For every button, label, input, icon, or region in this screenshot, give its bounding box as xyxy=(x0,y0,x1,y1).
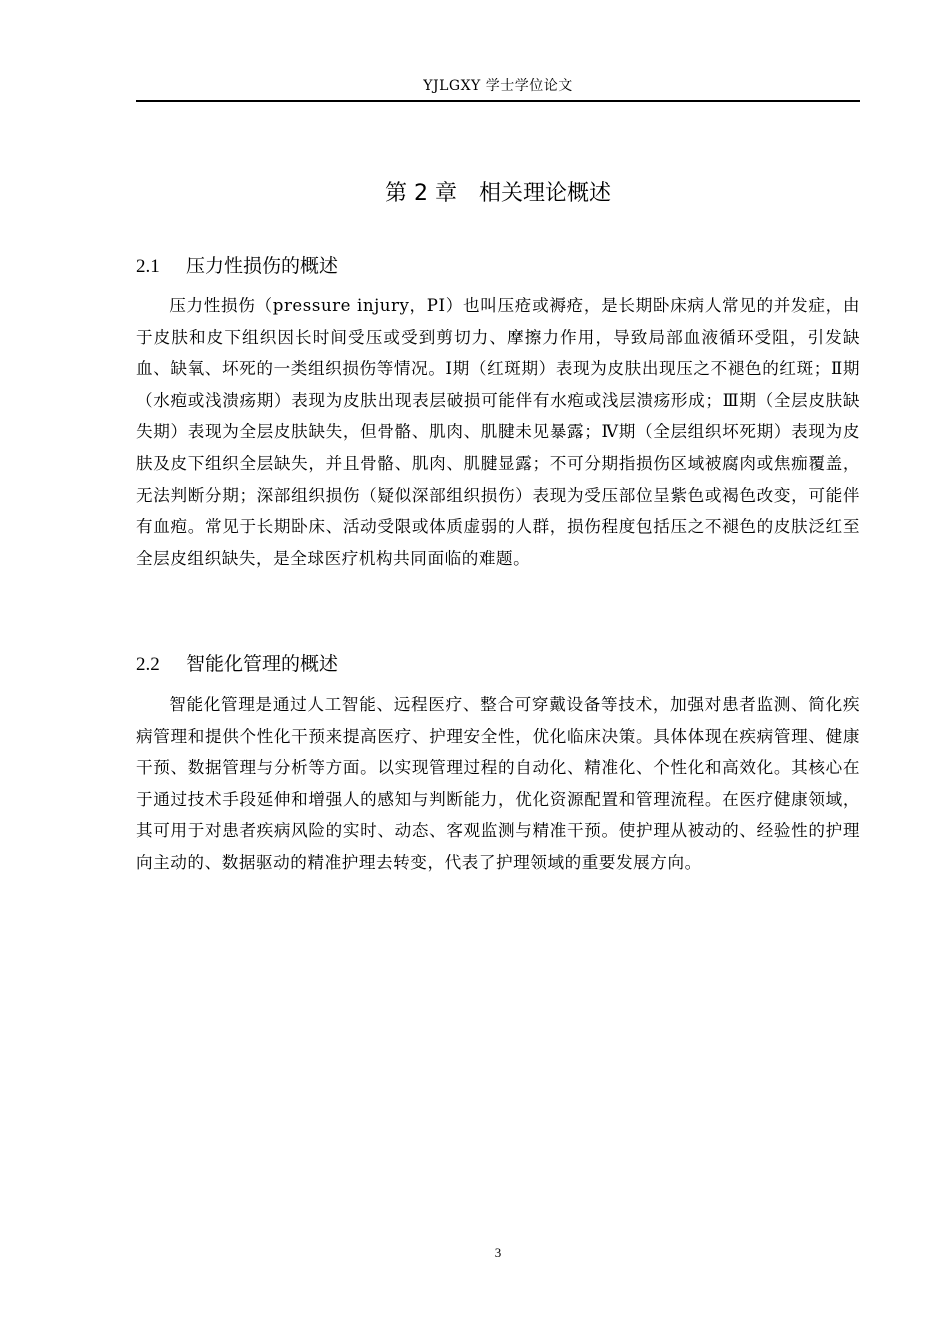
chapter-title: 第 2 章 相关理论概述 xyxy=(385,181,611,206)
section-heading-2-2 xyxy=(136,650,860,679)
section-title: 智能化管理的概述 xyxy=(186,653,339,675)
running-header: YJLGXY 学士学位论文 xyxy=(423,78,573,94)
section-paragraph-2-1: 压力性损伤（pressure injury，PI）也叫压疮或褥疮，是长期卧床病人常见的并发症，由于皮肤和皮下组织因长时间受压或受到剪切力、摩擦力作用，导致局部血液循环受阻，引发缺血、缺氧、坏死的一类组织损伤等情况。Ⅰ期（红斑期）表现为皮肤出现压之不褪色的红斑；Ⅱ期（水疱或浅溃疡期）表现为皮肤出现表层破损可能伴有水疱或浅层溃疡形成；Ⅲ期（全层皮肤缺失期）表现为全层皮肤缺失，但骨骼、肌肉、肌腱未见暴露；Ⅳ期（全层组织坏死期）表现为皮肤及皮下组织全层缺失，并且骨骼、肌肉、肌腱显露；不可分期指损伤区域被腐肉或焦痂覆盖，无法判断分期；深部组织损伤（疑似深部组织损伤）表现为受压部位呈紫色或褐色改变，可能伴有血疱。常见于长期卧床、活动受限或体质虚弱的人群，损伤程度包括压之不褪色的皮肤泛红至全层皮组织缺失，是全球医疗机构共同面临的难题。 xyxy=(136,296,860,568)
section-number: 2.1 xyxy=(136,256,160,277)
header-rule xyxy=(136,100,860,102)
section-number: 2.2 xyxy=(136,654,160,675)
page-number: 3 xyxy=(494,1245,502,1260)
section-paragraph-2-2: 智能化管理是通过人工智能、远程医疗、整合可穿戴设备等技术，加强对患者监测、简化疾病管理和提供个性化干预来提高医疗、护理安全性，优化临床决策。具体体现在疾病管理、健康干预、数据管理与分析等方面。以实现管理过程的自动化、精准化、个性化和高效化。其核心在于通过技术手段延伸和增强人的感知与判断能力，优化资源配置和管理流程。在医疗健康领域，其可用于对患者疾病风险的实时、动态、客观监测与精准干预。使护理从被动的、经验性的护理向主动的、数据驱动的精准护理去转变，代表了护理领域的重要发展方向。 xyxy=(136,695,860,872)
section-heading-2-1 xyxy=(136,252,860,281)
section-title: 压力性损伤的概述 xyxy=(186,255,339,277)
